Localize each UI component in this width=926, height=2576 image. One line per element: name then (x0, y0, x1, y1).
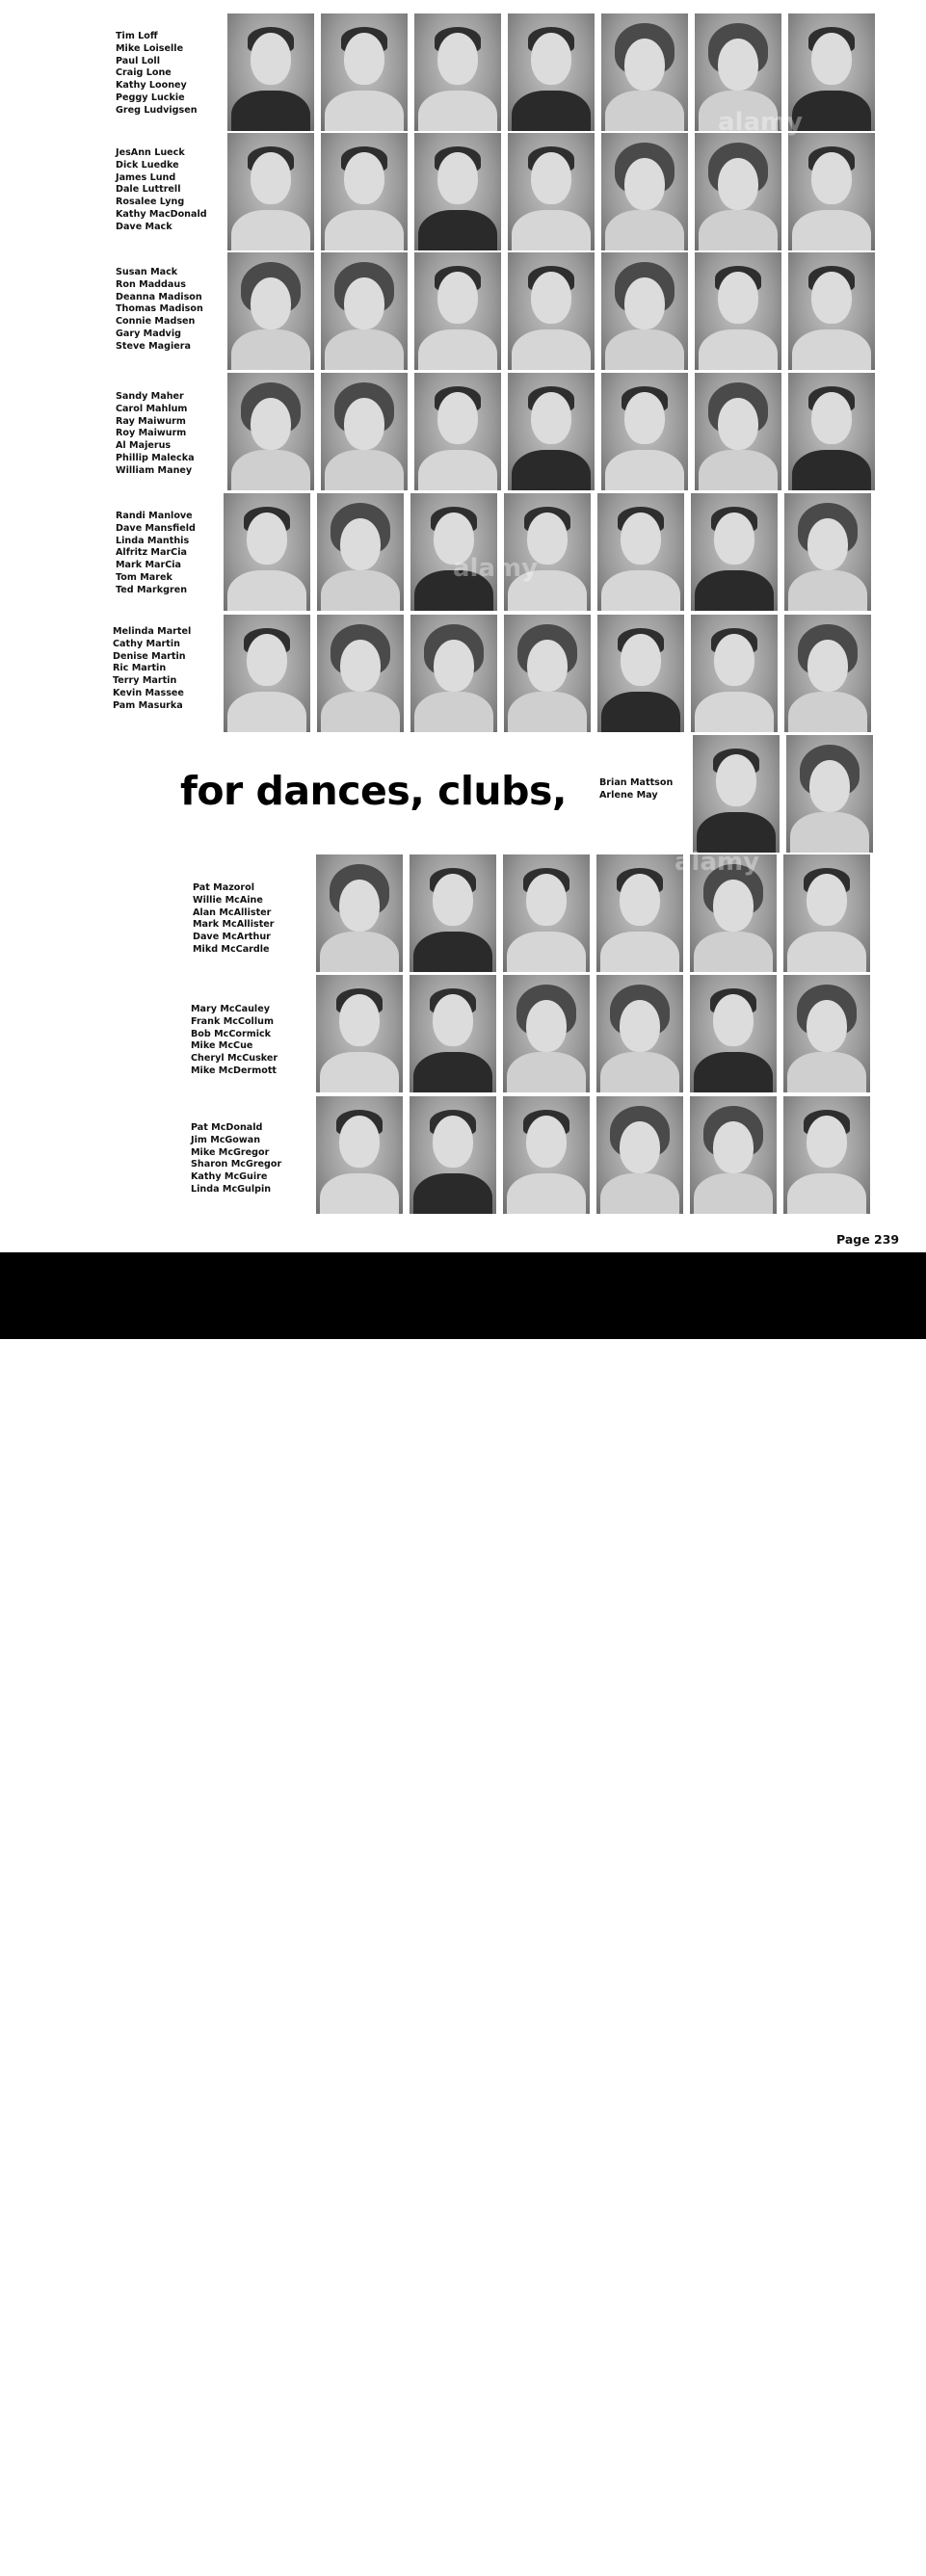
face-shape (344, 152, 384, 204)
face-shape (340, 518, 381, 570)
shoulders-shape (227, 692, 306, 732)
face-shape (437, 272, 478, 324)
name-list (191, 1122, 281, 1196)
name-list (116, 147, 207, 234)
student-name: Dave McArthur (193, 932, 271, 943)
shoulders-shape (418, 450, 497, 490)
student-portrait (601, 133, 688, 250)
shoulders-shape (601, 570, 680, 611)
student-portrait (788, 133, 875, 250)
shoulders-shape (512, 450, 591, 490)
student-portrait (317, 615, 404, 732)
student-portrait (227, 133, 314, 250)
shoulders-shape (413, 932, 492, 972)
student-name: Alfritz MarCia (116, 547, 187, 559)
shoulders-shape (695, 570, 774, 611)
student-portrait (503, 854, 590, 972)
student-portrait (316, 975, 403, 1092)
name-list (116, 511, 196, 597)
shoulders-shape (231, 210, 310, 250)
shoulders-shape (699, 329, 778, 370)
student-name: Phillip Malecka (116, 452, 195, 463)
student-name: Dave Mansfield (116, 522, 196, 534)
face-shape (811, 272, 852, 324)
student-portrait (508, 13, 595, 131)
face-shape (807, 874, 847, 926)
shoulders-shape (231, 450, 310, 490)
student-portrait (691, 615, 778, 732)
shoulders-shape (605, 91, 684, 131)
student-portrait (410, 854, 496, 972)
student-portrait (783, 975, 870, 1092)
student-name: Cathy Martin (113, 638, 180, 649)
student-name: Dick Luedke (116, 159, 179, 171)
shoulders-shape (413, 1052, 492, 1092)
face-shape (718, 158, 758, 210)
student-name: Gary Madvig (116, 328, 181, 339)
shoulders-shape (695, 692, 774, 732)
student-portrait (508, 373, 595, 490)
shoulders-shape (413, 1173, 492, 1214)
student-portrait (317, 493, 404, 611)
student-portrait (601, 13, 688, 131)
student-name: Ric Martin (113, 663, 167, 674)
face-shape (437, 33, 478, 85)
shoulders-shape (792, 329, 871, 370)
face-shape (713, 880, 754, 932)
student-name: Ray Maiwurm (116, 415, 186, 427)
student-portrait (410, 1096, 496, 1214)
student-name: Peggy Luckie (116, 92, 185, 103)
student-portrait (508, 133, 595, 250)
headline: for dances, clubs, (180, 768, 567, 814)
student-name: Dale Luttrell (116, 184, 181, 196)
face-shape (526, 1000, 567, 1052)
face-shape (620, 874, 660, 926)
face-shape (251, 398, 291, 450)
shoulders-shape (601, 692, 680, 732)
face-shape (620, 1000, 660, 1052)
face-shape (531, 152, 571, 204)
student-name: William Maney (116, 464, 193, 476)
alamy-logo[interactable]: alamy (21, 2519, 180, 2575)
student-portrait (321, 252, 408, 370)
student-portrait (783, 854, 870, 972)
name-list (116, 31, 198, 118)
student-portrait (227, 13, 314, 131)
name-list (113, 626, 191, 713)
face-shape (531, 272, 571, 324)
student-name: James Lund (116, 171, 176, 183)
shoulders-shape (320, 1052, 399, 1092)
student-portrait (695, 133, 781, 250)
face-shape (620, 1121, 660, 1173)
student-portrait (504, 493, 591, 611)
watermark: alamy (675, 848, 760, 877)
student-name: Tim Loff (116, 31, 158, 41)
student-portrait (227, 373, 314, 490)
face-shape (340, 640, 381, 692)
student-portrait (224, 615, 310, 732)
student-name: Linda McGulpin (191, 1183, 272, 1195)
student-portrait (695, 373, 781, 490)
name-list (116, 267, 203, 354)
face-shape (437, 392, 478, 444)
stock-footer (0, 1252, 926, 2575)
face-shape (624, 158, 665, 210)
shoulders-shape (325, 91, 404, 131)
student-name: Melinda Martel (113, 626, 192, 637)
shoulders-shape (231, 91, 310, 131)
face-shape (433, 874, 473, 926)
shoulders-shape (600, 1052, 679, 1092)
student-name: Paul Loll (116, 55, 160, 66)
student-portrait (690, 975, 777, 1092)
student-name: Ron Maddaus (116, 278, 186, 290)
student-name: Frank McCollum (191, 1015, 274, 1027)
shoulders-shape (418, 91, 497, 131)
student-name: Greg Ludvigsen (116, 104, 198, 116)
yearbook-page (0, 0, 926, 1252)
face-shape (526, 1116, 567, 1168)
student-name: Tom Marek (116, 571, 172, 583)
shoulders-shape (418, 210, 497, 250)
face-shape (718, 272, 758, 324)
name-list (116, 391, 195, 478)
shoulders-shape (414, 692, 493, 732)
student-name: Carol Mahlum (116, 403, 188, 414)
face-shape (247, 634, 287, 686)
student-name: Bob McCormick (191, 1028, 272, 1039)
student-portrait (784, 493, 871, 611)
student-portrait (508, 252, 595, 370)
student-name: Kathy MacDonald (116, 208, 207, 220)
student-name: Mike McDermott (191, 1065, 277, 1076)
student-portrait (695, 252, 781, 370)
face-shape (437, 152, 478, 204)
shoulders-shape (694, 1052, 773, 1092)
student-portrait (788, 252, 875, 370)
student-portrait (784, 615, 871, 732)
student-name: Thomas Madison (116, 303, 203, 315)
shoulders-shape (507, 1052, 586, 1092)
shoulders-shape (605, 450, 684, 490)
face-shape (807, 518, 848, 570)
student-name: Ted Markgren (116, 584, 188, 595)
student-name: Willie McAine (193, 894, 263, 906)
shoulders-shape (227, 570, 306, 611)
student-portrait (410, 493, 497, 611)
face-shape (344, 398, 384, 450)
student-name: Connie Madsen (116, 316, 196, 328)
face-shape (809, 760, 850, 812)
student-name: Al Majerus (116, 440, 172, 452)
student-name: Terry Martin (113, 675, 177, 687)
student-portrait (224, 493, 310, 611)
student-name: Sandy Maher (116, 391, 184, 402)
shoulders-shape (697, 812, 776, 853)
student-portrait (414, 252, 501, 370)
student-portrait (414, 373, 501, 490)
image-id: 3A5P7DH (790, 2537, 861, 2552)
student-name: Pam Masurka (113, 699, 183, 711)
student-name: Mikd McCardle (193, 943, 270, 955)
face-shape (434, 640, 474, 692)
face-shape (344, 33, 384, 85)
shoulders-shape (512, 91, 591, 131)
face-shape (718, 39, 758, 91)
student-name: Sharon McGregor (191, 1159, 282, 1170)
shoulders-shape (699, 450, 778, 490)
shoulders-shape (694, 932, 773, 972)
face-shape (713, 1121, 754, 1173)
face-shape (716, 754, 756, 806)
face-shape (251, 152, 291, 204)
watermark: alamy (718, 108, 804, 137)
face-shape (433, 994, 473, 1046)
face-shape (251, 277, 291, 329)
student-name: Dave Mack (116, 221, 172, 232)
student-portrait (316, 854, 403, 972)
student-name: Roy Maiwurm (116, 428, 187, 439)
student-portrait (597, 493, 684, 611)
shoulders-shape (321, 692, 400, 732)
student-portrait (503, 975, 590, 1092)
student-portrait (410, 975, 496, 1092)
student-portrait (601, 373, 688, 490)
face-shape (807, 1000, 847, 1052)
shoulders-shape (788, 692, 867, 732)
face-shape (811, 152, 852, 204)
student-name: Mike McGregor (191, 1146, 270, 1158)
shoulders-shape (699, 210, 778, 250)
shoulders-shape (320, 932, 399, 972)
shoulders-shape (788, 570, 867, 611)
shoulders-shape (787, 1052, 866, 1092)
face-shape (624, 277, 665, 329)
student-portrait (693, 735, 780, 853)
student-name: Mary McCauley (191, 1004, 270, 1014)
shoulders-shape (605, 210, 684, 250)
student-portrait (410, 615, 497, 732)
face-shape (807, 1116, 847, 1168)
watermark: alamy (453, 554, 539, 583)
student-name: Kathy McGuire (191, 1171, 268, 1183)
face-shape (714, 513, 754, 565)
student-portrait (414, 13, 501, 131)
face-shape (621, 513, 661, 565)
student-name: Denise Martin (113, 650, 186, 662)
student-name: Jim McGowan (191, 1134, 261, 1145)
student-name: Brian Mattson (599, 777, 674, 788)
shoulders-shape (694, 1173, 773, 1214)
face-shape (339, 994, 380, 1046)
shoulders-shape (792, 210, 871, 250)
student-name: Mark MarCia (116, 560, 182, 571)
student-portrait (596, 1096, 683, 1214)
student-name: Mike McCue (191, 1040, 253, 1052)
face-shape (531, 392, 571, 444)
face-shape (621, 634, 661, 686)
face-shape (624, 39, 665, 91)
shoulders-shape (512, 329, 591, 370)
student-portrait (321, 373, 408, 490)
student-name: Mike Loiselle (116, 42, 184, 54)
face-shape (811, 33, 852, 85)
shoulders-shape (325, 210, 404, 250)
face-shape (527, 640, 568, 692)
student-portrait (597, 615, 684, 732)
face-shape (714, 634, 754, 686)
student-portrait (596, 975, 683, 1092)
student-name: Mark McAllister (193, 919, 275, 931)
shoulders-shape (325, 450, 404, 490)
shoulders-shape (321, 570, 400, 611)
shoulders-shape (231, 329, 310, 370)
student-name: Cheryl McCusker (191, 1053, 278, 1065)
name-list (193, 882, 275, 957)
image-id-caption: Image ID: 3A5P7DH (797, 2561, 885, 2571)
face-shape (807, 640, 848, 692)
student-portrait (227, 252, 314, 370)
student-portrait (321, 133, 408, 250)
face-shape (344, 277, 384, 329)
student-name: Kevin Massee (113, 687, 184, 698)
face-shape (247, 513, 287, 565)
student-portrait (321, 13, 408, 131)
shoulders-shape (792, 450, 871, 490)
shoulders-shape (790, 812, 869, 853)
student-name: JesAnn Lueck (116, 147, 185, 158)
shoulders-shape (787, 932, 866, 972)
shoulders-shape (600, 1173, 679, 1214)
student-portrait (690, 1096, 777, 1214)
student-portrait (788, 373, 875, 490)
student-name: Randi Manlove (116, 511, 193, 521)
shoulders-shape (325, 329, 404, 370)
name-list (599, 777, 673, 802)
student-portrait (414, 133, 501, 250)
student-portrait (596, 854, 683, 972)
student-portrait (783, 1096, 870, 1214)
face-shape (713, 994, 754, 1046)
face-shape (531, 33, 571, 85)
face-shape (811, 392, 852, 444)
student-name: Steve Magiera (116, 340, 191, 352)
face-shape (624, 392, 665, 444)
student-portrait (504, 615, 591, 732)
shoulders-shape (507, 1173, 586, 1214)
shoulders-shape (600, 932, 679, 972)
student-name: Alan McAllister (193, 907, 272, 918)
shoulders-shape (605, 329, 684, 370)
shoulders-shape (787, 1173, 866, 1214)
shoulders-shape (508, 692, 587, 732)
student-name: Arlene May (599, 789, 658, 801)
student-name: Susan Mack (116, 267, 178, 277)
student-name: Craig Lone (116, 67, 172, 79)
student-portrait (691, 493, 778, 611)
name-list (191, 1004, 278, 1078)
student-name: Deanna Madison (116, 291, 202, 302)
face-shape (339, 880, 380, 932)
student-name: Pat McDonald (191, 1122, 263, 1133)
shoulders-shape (512, 210, 591, 250)
student-name: Rosalee Lyng (116, 197, 185, 208)
shoulders-shape (507, 932, 586, 972)
shoulders-shape (320, 1173, 399, 1214)
face-shape (433, 1116, 473, 1168)
shoulders-shape (792, 91, 871, 131)
student-portrait (503, 1096, 590, 1214)
face-shape (526, 874, 567, 926)
student-name: Kathy Looney (116, 80, 187, 92)
student-name: Pat Mazorol (193, 882, 254, 893)
student-portrait (601, 252, 688, 370)
student-portrait (786, 735, 873, 853)
face-shape (339, 1116, 380, 1168)
student-portrait (316, 1096, 403, 1214)
face-shape (718, 398, 758, 450)
face-shape (251, 33, 291, 85)
shoulders-shape (418, 329, 497, 370)
student-name: Linda Manthis (116, 535, 190, 546)
page-number: Page 239 (836, 1232, 900, 1247)
